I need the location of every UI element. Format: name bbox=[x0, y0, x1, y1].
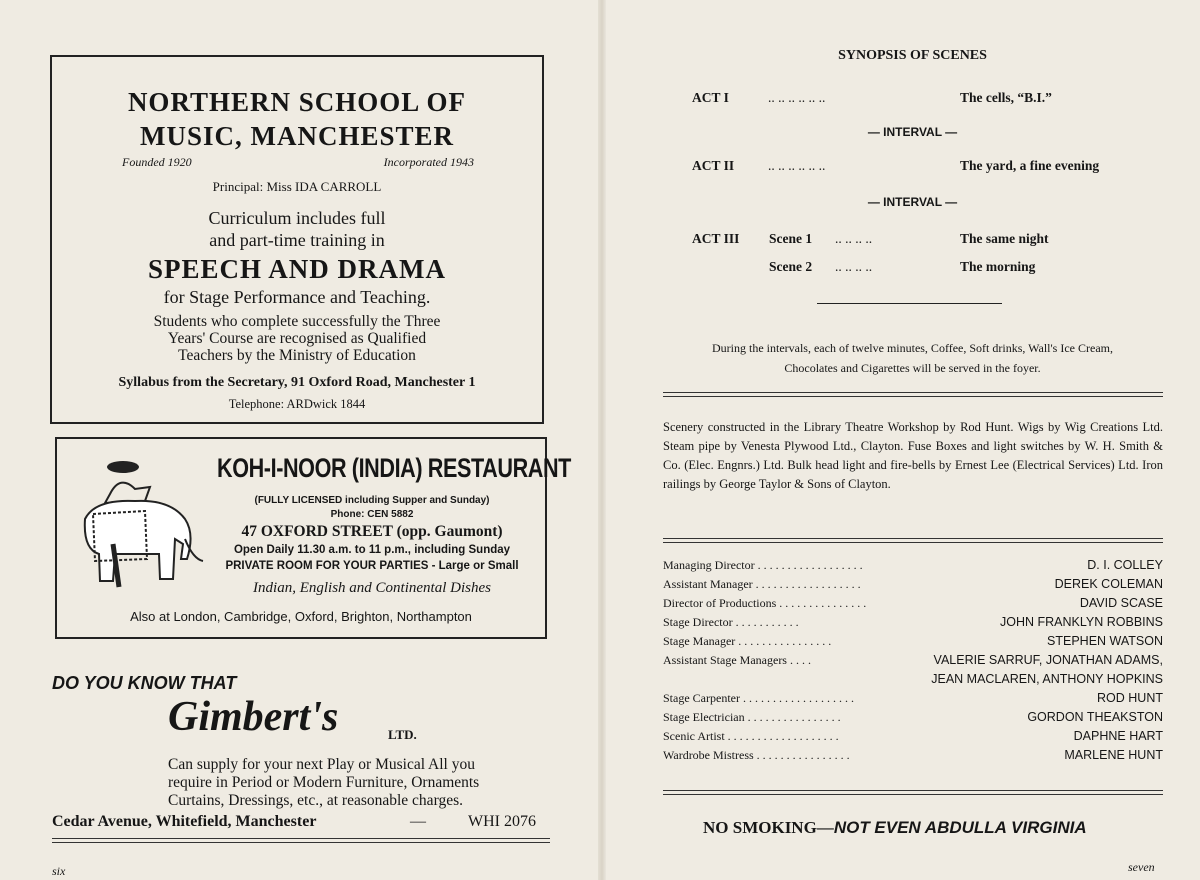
gimberts-phone: WHI 2076 bbox=[468, 813, 536, 830]
for-stage: for Stage Performance and Teaching. bbox=[163, 287, 431, 307]
interval: — INTERVAL — bbox=[867, 125, 958, 139]
credits: Scenery constructed in the Library Theatre Workshop by Rod Hunt. Wigs by Wig Creations Ltd. Steam pipe by Venesta Plywood Ltd., Clayton. Fuse Boxes and light switches by W. H. Smith & Co. (Elec. Engnrs.) Ltd. Bulk head light and fire-bells by Ernest Lee (Electrical Services) Ltd. Iron railings by George Taylor & Sons of Clayton. bbox=[663, 420, 1163, 491]
staff-role: Assistant Manager . . . . . . . . . . . . . . . . . . bbox=[663, 577, 861, 591]
no-smoking-notice bbox=[703, 818, 1087, 838]
phone: Phone: CEN 5882 bbox=[330, 509, 414, 520]
staff-row bbox=[663, 558, 1163, 577]
gimberts-body-line: require in Period or Modern Furniture, Ornaments bbox=[168, 774, 480, 791]
staff-role: Stage Manager . . . . . . . . . . . . . . . . bbox=[663, 634, 832, 648]
staff-row bbox=[663, 615, 1163, 634]
northern-school-ad bbox=[50, 55, 544, 424]
staff-row bbox=[663, 634, 1163, 653]
staff-row bbox=[663, 577, 1163, 596]
gimberts-heading: DO YOU KNOW THAT bbox=[52, 673, 237, 693]
interval-note bbox=[650, 338, 1175, 378]
speech-drama: SPEECH AND DRAMA bbox=[147, 254, 446, 284]
staff-name: D. I. COLLEY bbox=[1087, 558, 1163, 572]
leader-dots: .. .. .. .. bbox=[835, 259, 873, 274]
staff-name: ROD HUNT bbox=[1097, 691, 1163, 705]
scene-desc: The cells, “B.I.” bbox=[960, 90, 1052, 105]
no-smoking-italic: NOT EVEN ABDULLA VIRGINIA bbox=[833, 818, 1087, 837]
staff-name: MARLENE HUNT bbox=[1064, 748, 1163, 762]
staff-name: STEPHEN WATSON bbox=[1047, 634, 1163, 648]
gimberts-logo: Gimbert's bbox=[168, 694, 339, 740]
curriculum-2: and part-time training in bbox=[209, 230, 385, 250]
students-line: Teachers by the Ministry of Education bbox=[178, 347, 416, 364]
also-at: Also at London, Cambridge, Oxford, Brighton, Northampton bbox=[130, 609, 472, 624]
divider bbox=[663, 538, 1163, 543]
staff-role: Wardrobe Mistress . . . . . . . . . . . . . . . . bbox=[663, 748, 850, 762]
staff-role: Scenic Artist . . . . . . . . . . . . . . . . . . . bbox=[663, 729, 839, 743]
staff-row bbox=[663, 729, 1163, 748]
ad-title-1: NORTHERN SCHOOL OF bbox=[127, 87, 467, 117]
staff-name: DAPHNE HART bbox=[1073, 729, 1163, 743]
syllabus: Syllabus from the Secretary, 91 Oxford Road, Manchester 1 bbox=[118, 375, 476, 390]
interval: — INTERVAL — bbox=[867, 195, 958, 209]
founded: Founded 1920 bbox=[122, 155, 192, 169]
act-label: ACT I bbox=[692, 90, 729, 105]
interval-note-line: During the intervals, each of twelve minutes, Coffee, Soft drinks, Wall's Ice Cream, bbox=[712, 341, 1113, 355]
staff-role: Assistant Stage Managers . . . . bbox=[663, 653, 811, 667]
gimberts-address: Cedar Avenue, Whitefield, Manchester bbox=[52, 813, 317, 830]
short-rule bbox=[817, 303, 1002, 304]
students-text bbox=[52, 313, 542, 364]
divider bbox=[663, 790, 1163, 795]
students-line: Students who complete successfully the Three bbox=[153, 313, 441, 330]
staff-role: Stage Director . . . . . . . . . . . bbox=[663, 615, 799, 629]
staff-list bbox=[663, 558, 1163, 767]
address: 47 OXFORD STREET (opp. Gaumont) bbox=[241, 523, 503, 540]
staff-name: JOHN FRANKLYN ROBBINS bbox=[1000, 615, 1163, 629]
curriculum-1: Curriculum includes full bbox=[208, 208, 386, 228]
leader-dots: .. .. .. .. .. .. bbox=[768, 90, 826, 105]
gimberts-body bbox=[168, 756, 479, 810]
synopsis-title: SYNOPSIS OF SCENES bbox=[838, 48, 987, 63]
staff-row bbox=[663, 596, 1163, 615]
staff-name: JEAN MACLAREN, ANTHONY HOPKINS bbox=[931, 672, 1163, 686]
incorporated: Incorporated 1943 bbox=[383, 155, 474, 169]
elephant-illustration-icon bbox=[75, 459, 205, 589]
gimberts-ltd: LTD. bbox=[388, 727, 417, 742]
staff-row bbox=[663, 748, 1163, 767]
page-number-left: six bbox=[52, 864, 66, 878]
act-label: ACT III bbox=[692, 231, 740, 246]
page-fold bbox=[598, 0, 606, 880]
interval-note-line: Chocolates and Cigarettes will be served in the foyer. bbox=[784, 361, 1041, 375]
staff-role: Director of Productions . . . . . . . . . . . . . . . bbox=[663, 596, 867, 610]
ad-title-2: MUSIC, MANCHESTER bbox=[139, 121, 455, 151]
staff-name: VALERIE SARRUF, JONATHAN ADAMS, bbox=[933, 653, 1163, 667]
staff-row bbox=[663, 672, 1163, 691]
divider bbox=[663, 392, 1163, 397]
principal: Principal: Miss IDA CARROLL bbox=[212, 179, 382, 194]
no-smoking-text: NO SMOKING— bbox=[703, 818, 834, 837]
licensed: (FULLY LICENSED including Supper and Sunday) bbox=[254, 495, 490, 506]
leader-dots: .. .. .. .. bbox=[835, 231, 873, 246]
koh-i-noor-ad bbox=[55, 437, 571, 639]
scene-desc: The morning bbox=[960, 259, 1036, 274]
page-number-right: seven bbox=[1128, 860, 1155, 874]
leader-dots: .. .. .. .. .. .. bbox=[768, 158, 826, 173]
staff-name: GORDON THEAKSTON bbox=[1027, 710, 1163, 724]
scene-label: Scene 1 bbox=[769, 231, 813, 246]
staff-role: Managing Director . . . . . . . . . . . . . . . . . . bbox=[663, 558, 863, 572]
dash: — bbox=[410, 813, 426, 830]
students-line: Years' Course are recognised as Qualified bbox=[167, 330, 427, 347]
private-room: PRIVATE ROOM FOR YOUR PARTIES - Large or Small bbox=[225, 560, 519, 572]
hours: Open Daily 11.30 a.m. to 11 p.m., including Sunday bbox=[233, 544, 511, 556]
scene-desc: The same night bbox=[960, 231, 1049, 246]
scene-label: Scene 2 bbox=[769, 259, 813, 274]
telephone: Telephone: ARDwick 1844 bbox=[228, 397, 366, 411]
gimberts-body-line: Curtains, Dressings, etc., at reasonable charges. bbox=[168, 792, 463, 809]
dishes: Indian, English and Continental Dishes bbox=[253, 580, 491, 596]
staff-role: Stage Electrician . . . . . . . . . . . . . . . . bbox=[663, 710, 841, 724]
act-label: ACT II bbox=[692, 158, 735, 173]
staff-row bbox=[663, 710, 1163, 729]
divider bbox=[52, 838, 550, 843]
synopsis-section bbox=[660, 45, 1165, 385]
staff-name: DAVID SCASE bbox=[1079, 596, 1163, 610]
gimberts-body-line: Can supply for your next Play or Musical All you bbox=[168, 756, 475, 773]
staff-row bbox=[663, 691, 1163, 710]
staff-name: DEREK COLEMAN bbox=[1054, 577, 1163, 591]
staff-role: Stage Carpenter . . . . . . . . . . . . . . . . . . . bbox=[663, 691, 854, 705]
restaurant-title: KOH-I-NOOR (INDIA) RESTAURANT bbox=[217, 453, 571, 483]
scene-desc: The yard, a fine evening bbox=[960, 158, 1100, 173]
staff-row bbox=[663, 653, 1163, 672]
